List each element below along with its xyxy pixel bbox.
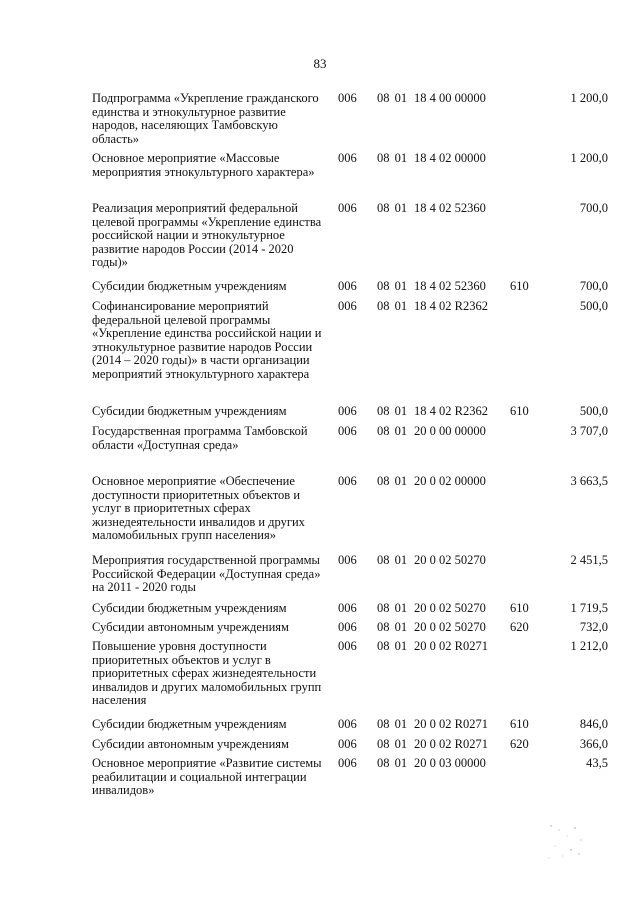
row-amount: 43,5 — [586, 756, 608, 770]
row-section-code: 08 01 — [377, 639, 408, 653]
row-amount: 1 212,0 — [570, 639, 608, 653]
row-name: Основное мероприятие «Массовые мероприятия этнокультурного характера» — [92, 151, 315, 179]
row-amount: 500,0 — [579, 404, 608, 418]
row-target-code: 20 0 02 50270 — [414, 553, 486, 567]
row-ministry-code: 006 — [338, 639, 357, 653]
row-target-code: 20 0 02 50270 — [414, 601, 486, 615]
row-target-code: 20 0 02 R0271 — [414, 717, 488, 731]
row-name: Мероприятия государственной программы Российской Федерации «Доступная среда» на 2011 - 2020 годы — [92, 553, 321, 594]
row-section-code: 08 01 — [377, 201, 408, 215]
row-ministry-code: 006 — [338, 91, 357, 105]
row-target-code: 18 4 02 R2362 — [414, 404, 488, 418]
row-amount: 1 719,5 — [570, 601, 608, 615]
row-amount: 366,0 — [579, 737, 608, 751]
row-name: Субсидии бюджетным учреждениям — [92, 601, 287, 615]
row-name: Повышение уровня доступности приоритетных объектов и услуг в приоритетных сферах жизнедеятельности инвалидов и других маломобильных групп населения — [92, 639, 322, 707]
row-expense-type: 610 — [510, 601, 529, 615]
scan-speckle-marks — [545, 822, 585, 862]
row-ministry-code: 006 — [338, 279, 357, 293]
row-expense-type: 620 — [510, 737, 529, 751]
row-section-code: 08 01 — [377, 601, 408, 615]
row-amount: 3 663,5 — [570, 474, 608, 488]
row-amount: 700,0 — [579, 279, 608, 293]
row-expense-type: 610 — [510, 279, 529, 293]
row-ministry-code: 006 — [338, 424, 357, 438]
row-ministry-code: 006 — [338, 474, 357, 488]
row-section-code: 08 01 — [377, 151, 408, 165]
row-ministry-code: 006 — [338, 737, 357, 751]
row-name: Основное мероприятие «Обеспечение доступности приоритетных объектов и услуг в приоритетных сферах жизнедеятельности инвалидов и других маломобильных групп населения» — [92, 474, 305, 542]
row-section-code: 08 01 — [377, 91, 408, 105]
row-section-code: 08 01 — [377, 553, 408, 567]
row-target-code: 20 0 03 00000 — [414, 756, 486, 770]
row-target-code: 20 0 00 00000 — [414, 424, 486, 438]
page-number: 83 — [313, 56, 327, 71]
row-section-code: 08 01 — [377, 756, 408, 770]
row-expense-type: 610 — [510, 404, 529, 418]
row-name: Субсидии автономным учреждениям — [92, 737, 289, 751]
row-expense-type: 620 — [510, 620, 529, 634]
row-amount: 700,0 — [579, 201, 608, 215]
row-amount: 1 200,0 — [570, 151, 608, 165]
row-section-code: 08 01 — [377, 474, 408, 488]
row-section-code: 08 01 — [377, 299, 408, 313]
row-target-code: 18 4 02 R2362 — [414, 299, 488, 313]
row-name: Государственная программа Тамбовской области «Доступная среда» — [92, 424, 308, 452]
row-ministry-code: 006 — [338, 299, 357, 313]
row-ministry-code: 006 — [338, 756, 357, 770]
row-ministry-code: 006 — [338, 620, 357, 634]
row-section-code: 08 01 — [377, 620, 408, 634]
row-target-code: 20 0 02 R0271 — [414, 639, 488, 653]
row-target-code: 18 4 02 52360 — [414, 279, 486, 293]
row-ministry-code: 006 — [338, 601, 357, 615]
row-target-code: 20 0 02 00000 — [414, 474, 486, 488]
row-target-code: 20 0 02 R0271 — [414, 737, 488, 751]
row-name: Софинансирование мероприятий федеральной целевой программы «Укрепление единства российской нации и этнокультурное развитие народов России (2014 – 2020 годы)» в части организации мероприятий этнокультурного характера — [92, 299, 322, 381]
row-expense-type: 610 — [510, 717, 529, 731]
row-name: Подпрограмма «Укрепление гражданского единства и этнокультурное развитие народов, населяющих Тамбовскую область» — [92, 91, 319, 146]
row-amount: 2 451,5 — [570, 553, 608, 567]
row-ministry-code: 006 — [338, 404, 357, 418]
row-target-code: 18 4 02 00000 — [414, 151, 486, 165]
row-section-code: 08 01 — [377, 717, 408, 731]
row-target-code: 18 4 00 00000 — [414, 91, 486, 105]
row-name: Субсидии бюджетным учреждениям — [92, 717, 287, 731]
row-section-code: 08 01 — [377, 404, 408, 418]
row-ministry-code: 006 — [338, 151, 357, 165]
row-target-code: 20 0 02 50270 — [414, 620, 486, 634]
row-amount: 1 200,0 — [570, 91, 608, 105]
row-amount: 500,0 — [579, 299, 608, 313]
row-target-code: 18 4 02 52360 — [414, 201, 486, 215]
row-amount: 3 707,0 — [570, 424, 608, 438]
row-name: Субсидии бюджетным учреждениям — [92, 404, 287, 418]
row-name: Основное мероприятие «Развитие системы реабилитации и социальной интеграции инвалидов» — [92, 756, 322, 797]
row-section-code: 08 01 — [377, 424, 408, 438]
row-name: Субсидии бюджетным учреждениям — [92, 279, 287, 293]
row-amount: 732,0 — [579, 620, 608, 634]
row-name: Реализация мероприятий федеральной целевой программы «Укрепление единства российской нации и этнокультурное развитие народов России (2014 - 2020 годы)» — [92, 201, 322, 269]
row-amount: 846,0 — [579, 717, 608, 731]
row-ministry-code: 006 — [338, 201, 357, 215]
row-ministry-code: 006 — [338, 717, 357, 731]
row-name: Субсидии автономным учреждениям — [92, 620, 289, 634]
row-section-code: 08 01 — [377, 737, 408, 751]
row-section-code: 08 01 — [377, 279, 408, 293]
row-ministry-code: 006 — [338, 553, 357, 567]
